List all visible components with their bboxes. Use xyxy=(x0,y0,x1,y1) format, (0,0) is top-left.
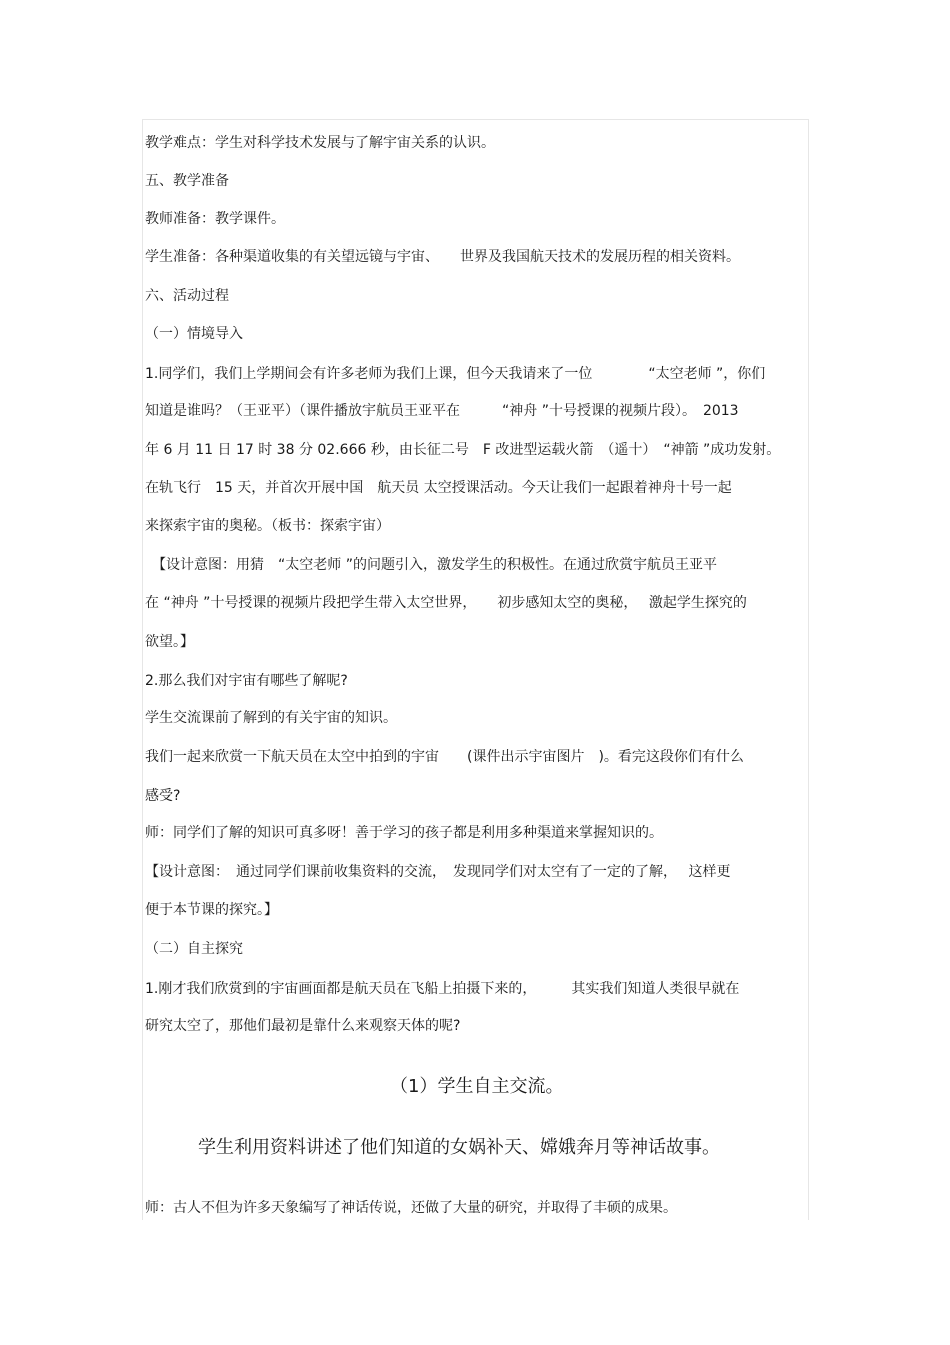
section-heading: 五、教学准备 xyxy=(145,173,229,189)
design-intent-line: 欲望。】 xyxy=(145,634,194,650)
text-line: 1.同学们，我们上学期间会有许多老师为我们上课，但今天我请来了一位 “太空老师 ”，你们 xyxy=(145,366,766,382)
subsection-heading: （二）自主探究 xyxy=(145,941,243,957)
text-line: 研究太空了，那他们最初是靠什么来观察天体的呢? xyxy=(145,1018,461,1034)
text-line: 感受? xyxy=(145,788,181,804)
text-line: 我们一起来欣赏一下航天员在太空中拍到的宇宙 (课件出示宇宙图片 )。看完这段你们有什么 xyxy=(145,749,744,765)
text-line: 学生准备：各种渠道收集的有关望远镜与宇宙、 世界及我国航天技术的发展历程的相关资料。 xyxy=(145,249,740,265)
text-line: 年 6 月 11 日 17 时 38 分 02.666 秒，由长征二号 F 改进型运载火箭 （遥十） “神箭 ”成功发射。 xyxy=(145,442,781,458)
text-line: 知道是谁吗？（王亚平）（课件播放宇航员王亚平在 “神舟 ”十号授课的视频片段）。 2013 xyxy=(145,403,739,419)
subsection-heading: （一）情境导入 xyxy=(145,326,243,342)
design-intent-line: 【设计意图： 通过同学们课前收集资料的交流， 发现同学们对太空有了一定的了解， 这样更 xyxy=(145,864,731,880)
centered-line: 学生利用资料讲述了他们知道的女娲补天、嫦娥奔月等神话故事。 xyxy=(198,1137,720,1158)
text-line: 师：古人不但为许多天象编写了神话传说，还做了大量的研究，并取得了丰硕的成果。 xyxy=(145,1200,677,1216)
text-line: 教学难点：学生对科学技术发展与了解宇宙关系的认识。 xyxy=(145,135,495,151)
text-line: 来探索宇宙的奥秘。（板书：探索宇宙） xyxy=(145,518,390,534)
text-line: 师：同学们了解的知识可真多呀！善于学习的孩子都是利用多种渠道来掌握知识的。 xyxy=(145,825,663,841)
design-intent-line: 在 “神舟 ”十号授课的视频片段把学生带入太空世界， 初步感知太空的奥秘， 激起学生探究的 xyxy=(145,595,747,611)
design-intent-line: 【设计意图：用猜 “太空老师 ”的问题引入，激发学生的积极性。在通过欣赏宇航员王亚平 xyxy=(145,557,717,573)
text-line: 在轨飞行 15 天，并首次开展中国 航天员 太空授课活动。今天让我们一起跟着神舟十号一起 xyxy=(145,480,732,496)
design-intent-line: 便于本节课的探究。】 xyxy=(145,902,278,918)
page-frame xyxy=(142,119,809,1220)
text-line: 2.那么我们对宇宙有哪些了解呢? xyxy=(145,673,348,689)
centered-line: （1）学生自主交流。 xyxy=(390,1076,564,1097)
text-line: 学生交流课前了解到的有关宇宙的知识。 xyxy=(145,710,397,726)
section-heading: 六、活动过程 xyxy=(145,288,229,304)
text-line: 教师准备：教学课件。 xyxy=(145,211,285,227)
text-line: 1.刚才我们欣赏到的宇宙画面都是航天员在飞船上拍摄下来的， 其实我们知道人类很早就在 xyxy=(145,981,740,997)
